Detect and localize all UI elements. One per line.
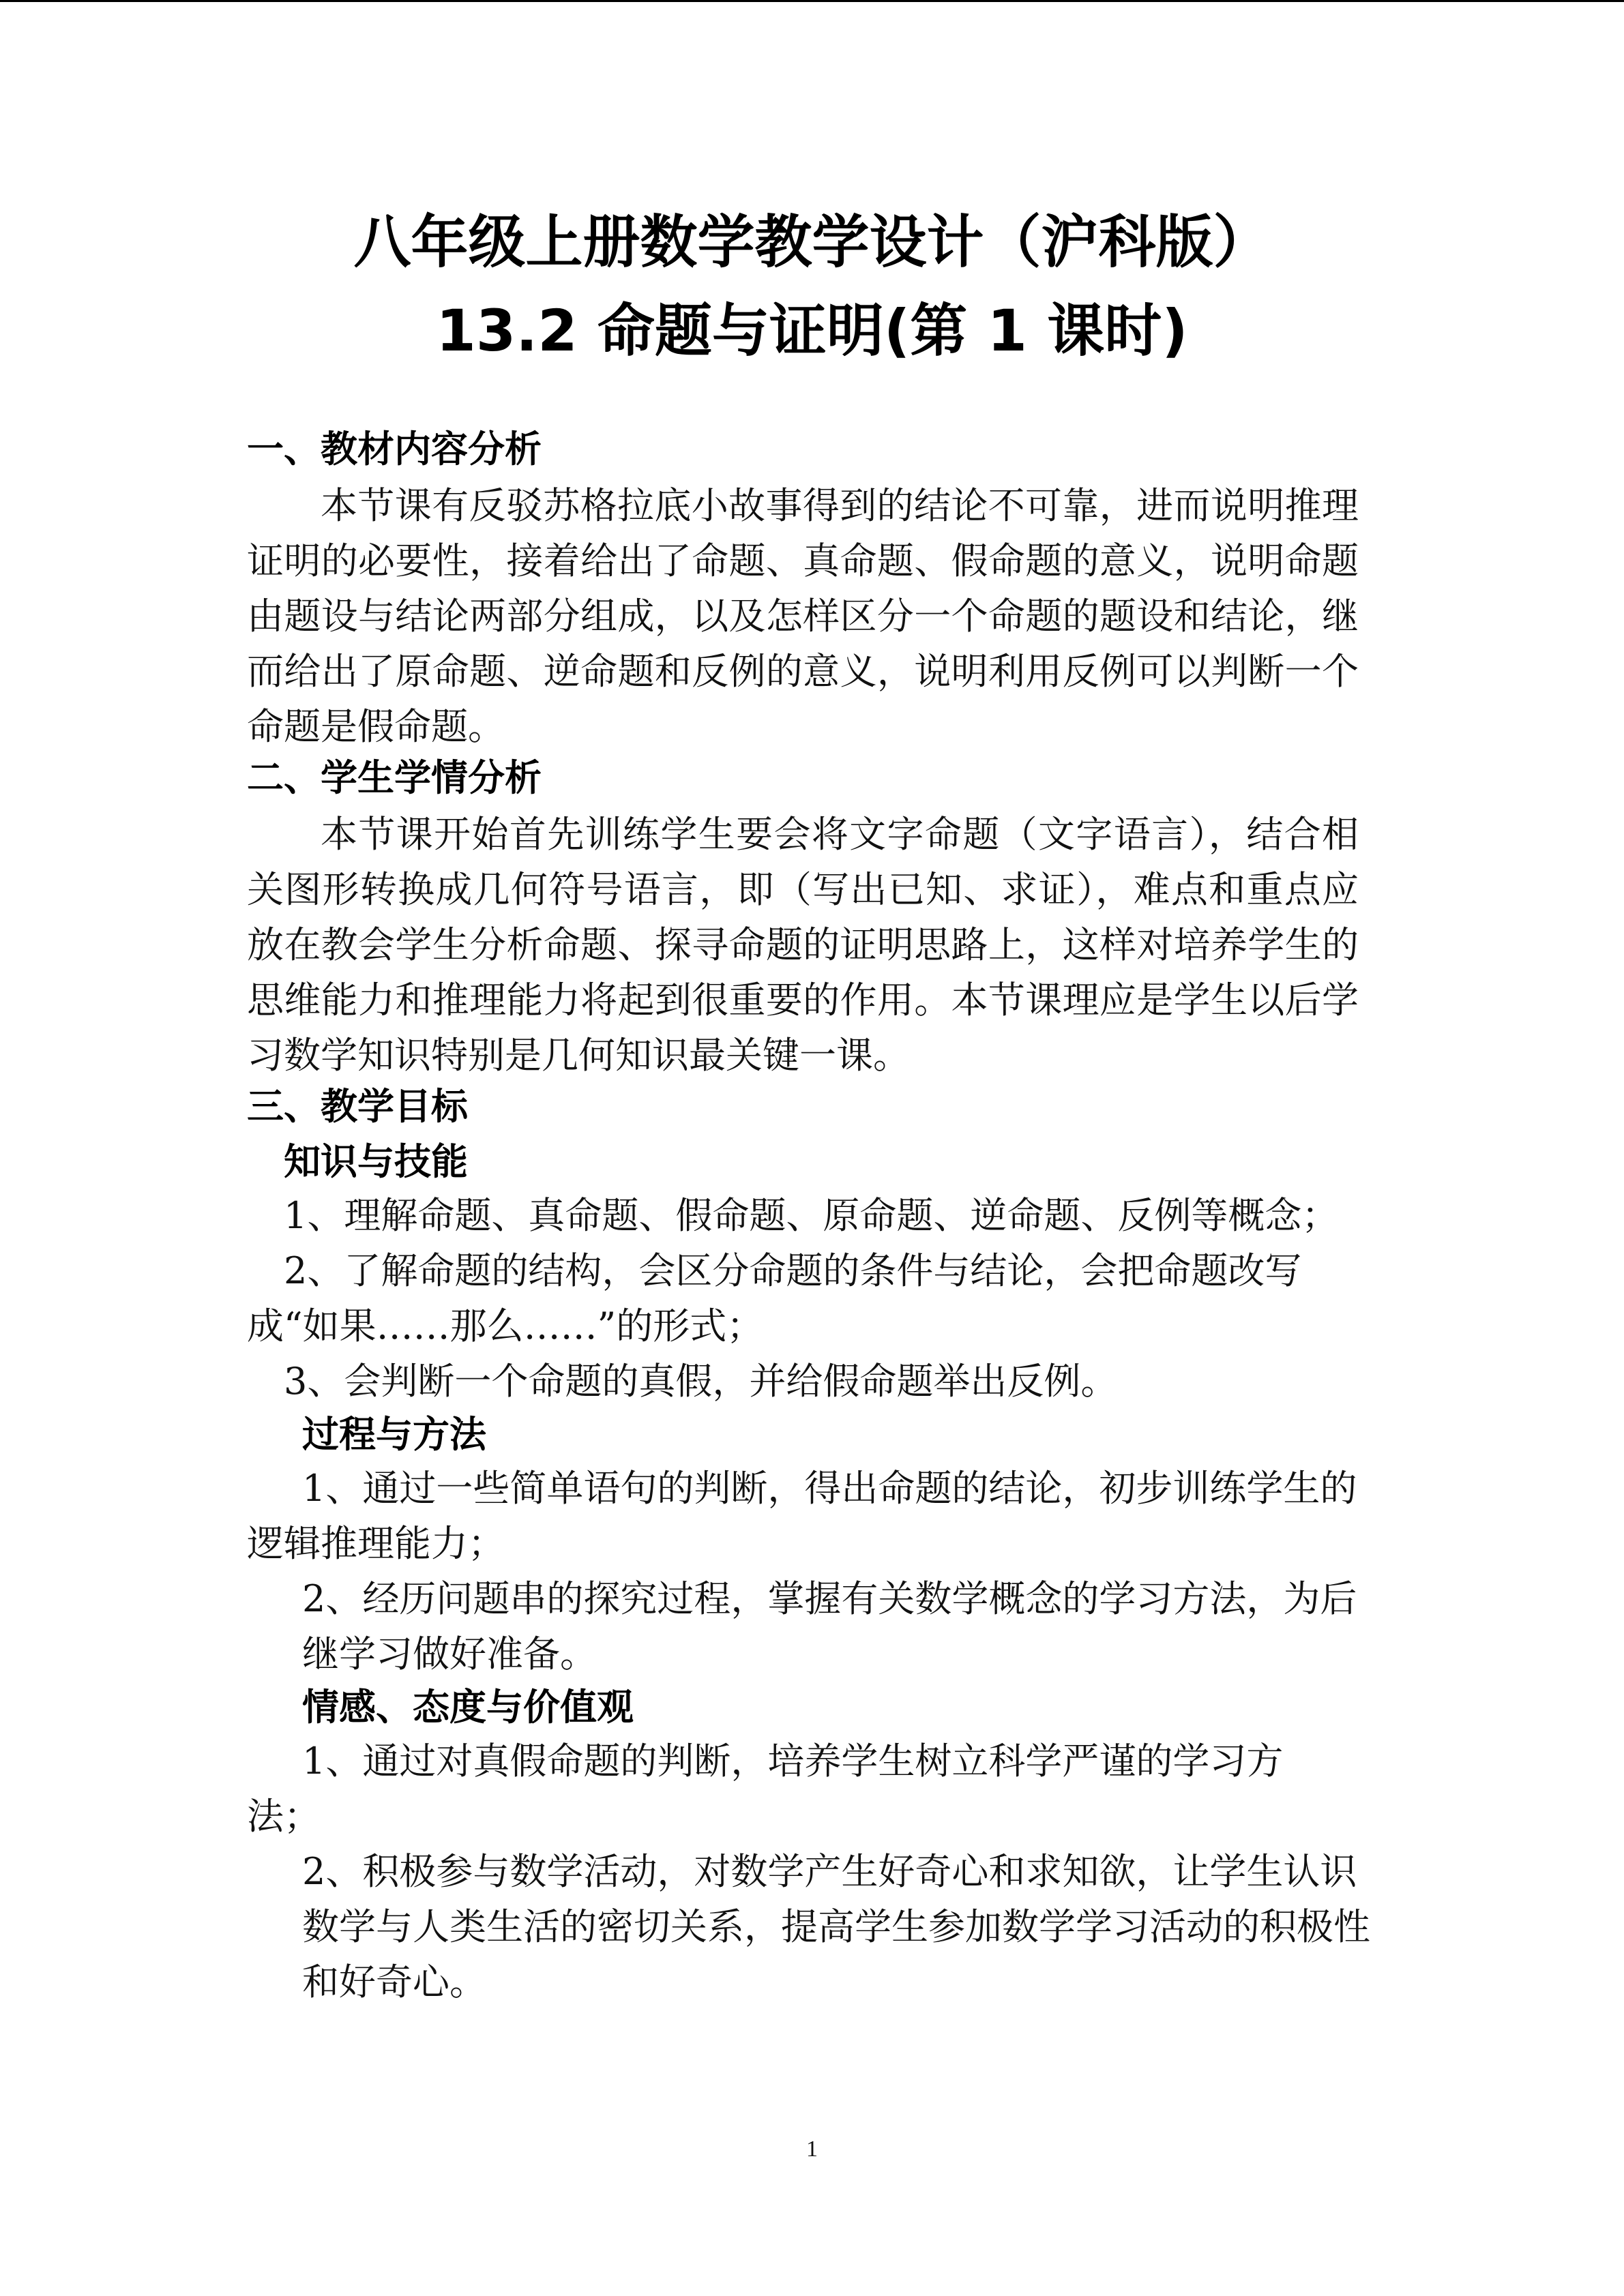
section-body-2: 本节课开始首先训练学生要会将文字命题（文字语言），结合相关图形转换成几何符号语言，即（写出已知、求证），难点和重点应放在教会学生分析命题、探寻命题的证明思路上，这样对培养学生的思维能力和推理能力将起到很重要的作用。本节课理应是学生以后学习数学知识特别是几何知识最关键一课。 [247,813,1359,1077]
page-number: 1 [806,2136,818,2162]
subheading-attitude: 情感、态度与价值观 [302,1686,634,1729]
knowledge-item-1: 1、理解命题、真命题、假命题、原命题、逆命题、反例等概念； [284,1194,1339,1237]
section-body-1: 本节课有反驳苏格拉底小故事得到的结论不可靠，进而说明推理证明的必要性，接着给出了命题、真命题、假命题的意义，说明命题由题设与结论两部分组成，以及怎样区分一个命题的题设和结论，继而给出了原命题、逆命题和反例的意义，说明利用反例可以判断一个命题是假命题。 [247,484,1359,748]
process-item-1: 1、通过一些简单语句的判断，得出命题的结论，初步训练学生的逻辑推理能力； [247,1467,1357,1565]
knowledge-item-2: 2、了解命题的结构，会区分命题的条件与结论，会把命题改写成“如果……那么……”的形式； [247,1249,1302,1347]
section-heading-3: 三、教学目标 [247,1085,468,1128]
section-heading-1: 一、教材内容分析 [247,428,542,471]
document-title: 八年级上册数学教学设计（沪科版） [353,209,1271,275]
document-subtitle: 13.2 命题与证明(第 1 课时) [436,297,1188,364]
attitude-item-2: 2、积极参与数学活动，对数学产生好奇心和求知欲，让学生认识数学与人类生活的密切关系，提高学生参加数学学习活动的积极性和好奇心。 [302,1850,1370,2003]
process-item-2: 2、经历问题串的探究过程，掌握有关数学概念的学习方法，为后继学习做好准备。 [302,1577,1357,1675]
top-border-line [0,0,1624,2]
section-heading-2: 二、学生学情分析 [247,756,542,799]
attitude-item-1: 1、通过对真假命题的判断，培养学生树立科学严谨的学习方法； [247,1740,1284,1838]
subheading-knowledge: 知识与技能 [284,1140,468,1183]
knowledge-item-3: 3、会判断一个命题的真假，并给假命题举出反例。 [284,1360,1118,1403]
subheading-process: 过程与方法 [302,1413,486,1456]
